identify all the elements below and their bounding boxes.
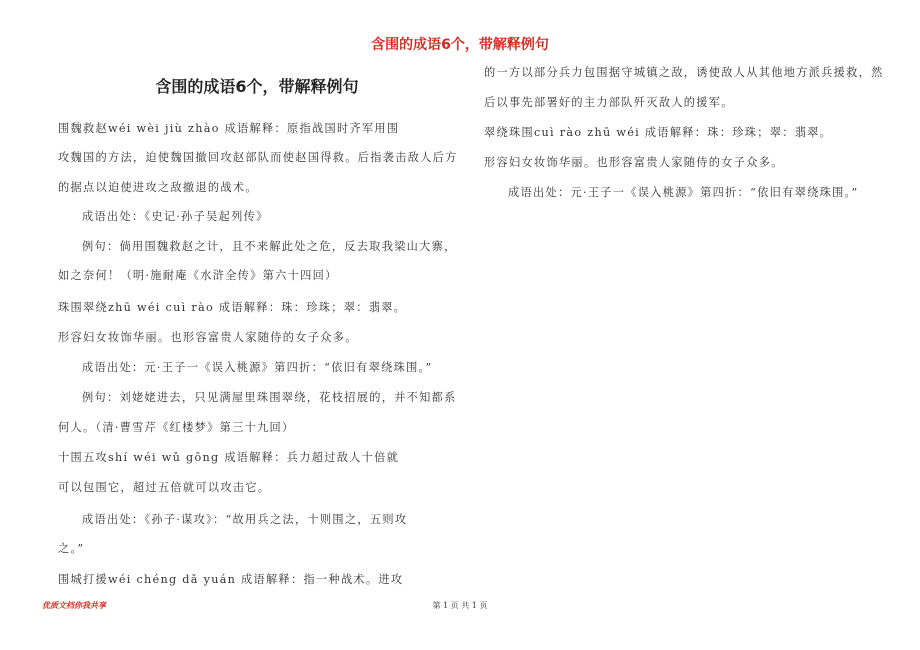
text-line: 形容妇女妆饰华丽。也形容富贵人家随侍的女子众多。 — [484, 156, 784, 169]
text-line: 翠绕珠围cuì rào zhū wéi 成语解释：珠：珍珠；翠：翡翠。 — [484, 126, 833, 139]
page-number: 第 1 页 共 1 页 — [432, 601, 488, 610]
text-line: 可以包围它，超过五倍就可以攻击它。 — [58, 481, 271, 494]
text-line: 十围五攻shí wéi wǔ gōng 成语解释：兵力超过敌人十倍就 — [58, 451, 400, 464]
text-line: 形容妇女妆饰华丽。也形容富贵人家随侍的女子众多。 — [58, 331, 358, 344]
text-line: 如之奈何！（明·施耐庵《水浒全传》第六十四回） — [58, 269, 338, 282]
text-line: 之。” — [58, 542, 85, 555]
text-line: 后以事先部署好的主力部队歼灭敌人的援军。 — [484, 96, 734, 109]
page-header-title: 含围的成语6个，带解释例句 — [371, 37, 549, 53]
text-line: 成语出处：《孙子·谋攻》：“故用兵之法，十则围之，五则攻 — [82, 513, 408, 526]
text-line: 成语出处：元·王子一《误入桃源》第四折：“依旧有翠绕珠围。” — [508, 186, 859, 199]
text-line: 例句：倘用围魏救赵之计，且不来解此处之危，反去取我梁山大寨， — [82, 240, 457, 253]
text-line: 的一方以部分兵力包围据守城镇之敌，诱使敌人从其他地方派兵援救，然 — [484, 66, 884, 79]
text-line: 何人。（清·曹雪芹《红楼梦》第三十九回） — [58, 421, 295, 434]
footer-slogan: 优质文档你我共享 — [42, 600, 106, 610]
text-line: 围城打援wéi chéng dǎ yuán 成语解释：指一种战术。进攻 — [58, 573, 404, 586]
text-line: 攻魏国的方法，迫使魏国撤回攻赵部队而使赵国得救。后指袭击敌人后方 — [58, 151, 458, 164]
text-line: 的据点以迫使进攻之敌撤退的战术。 — [58, 181, 258, 194]
text-line: 例句：刘姥姥进去，只见满屋里珠围翠绕，花枝招展的，并不知都系 — [82, 391, 457, 404]
text-line: 围魏救赵wéi wèi jiù zhào 成语解释：原指战国时齐军用围 — [58, 122, 400, 135]
document-title: 含围的成语6个，带解释例句 — [155, 77, 359, 96]
text-line: 成语出处：《史记·孙子吴起列传》 — [82, 210, 269, 223]
text-line: 成语出处：元·王子一《误入桃源》第四折：“依旧有翠绕珠围。” — [82, 361, 433, 374]
text-line: 珠围翠绕zhū wéi cuì rào 成语解释：珠：珍珠；翠：翡翠。 — [58, 301, 407, 314]
